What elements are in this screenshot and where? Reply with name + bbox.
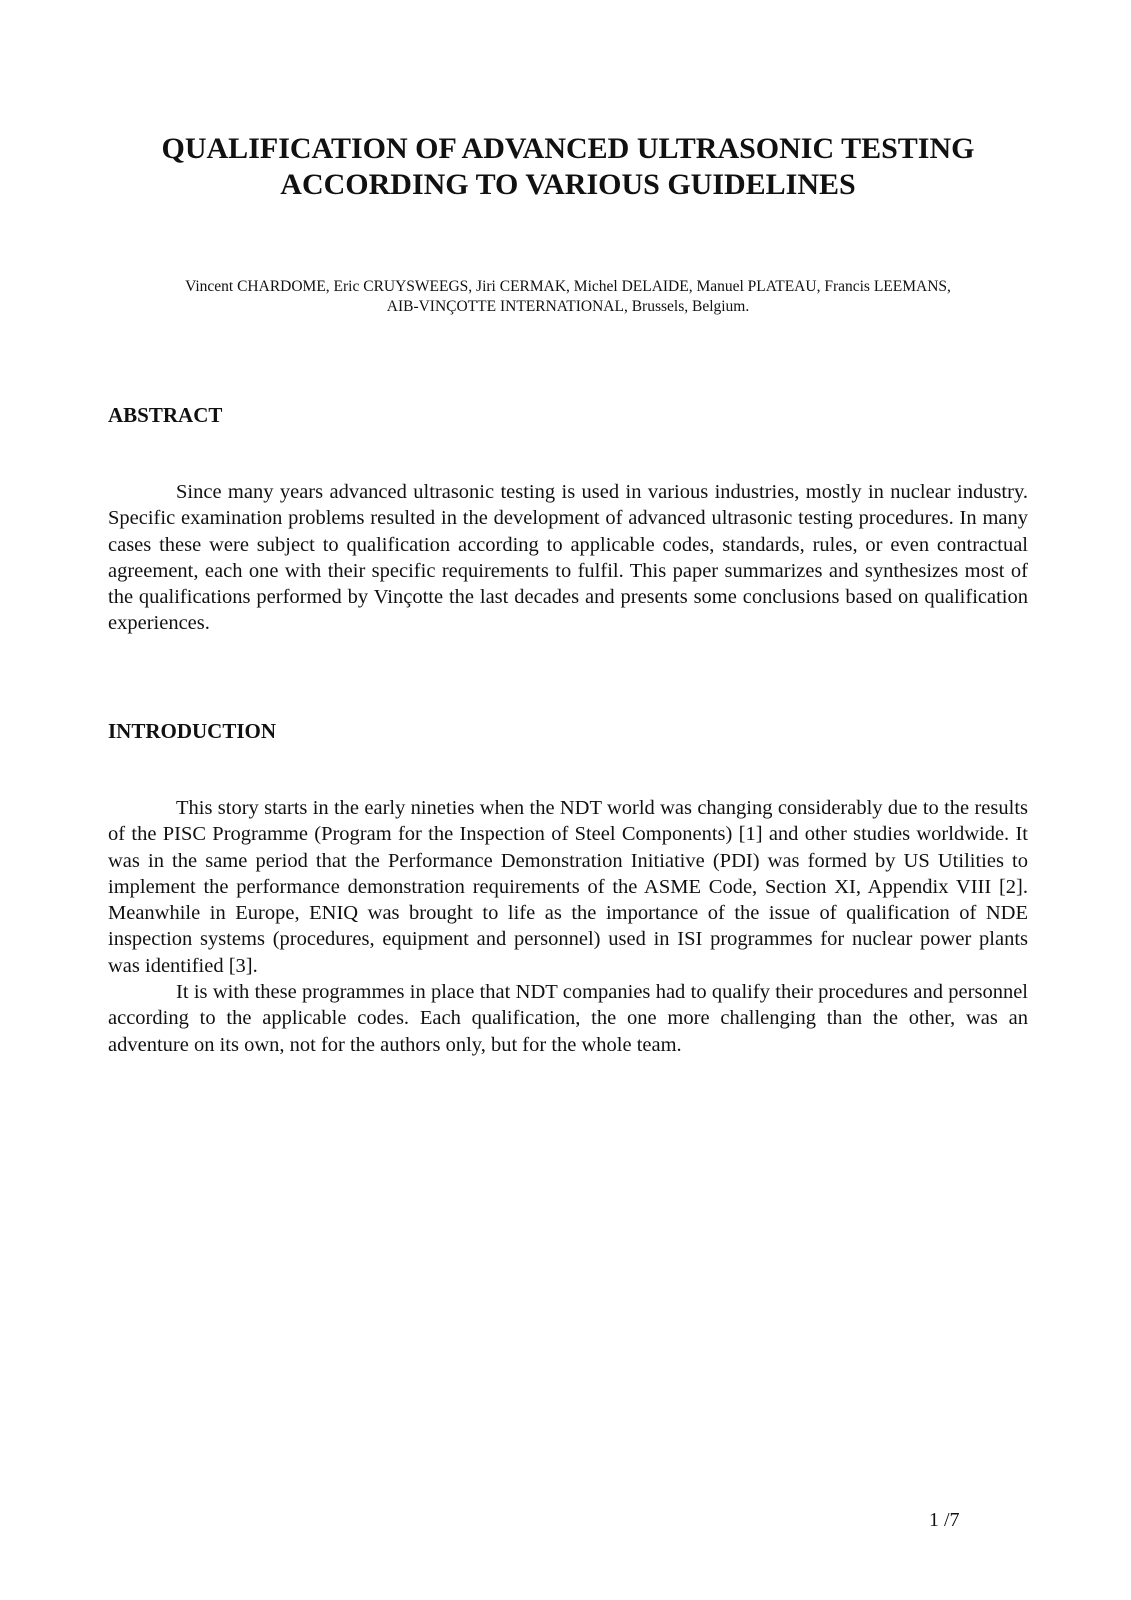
introduction-body bbox=[108, 795, 1028, 1058]
title-line-1: QUALIFICATION OF ADVANCED ULTRASONIC TESTING bbox=[161, 132, 975, 165]
abstract-paragraph: Since many years advanced ultrasonic testing is used in various industries, mostly in nuclear industry. Specific examination problems resulted in the development of advanced ultrasonic testing procedures. In many cases these were subject to qualification according to applicable codes, standards, rules, or even contractual agreement, each one with their specific requirements to fulfil. This paper summarizes and synthesizes most of the qualifications performed by Vinçotte the last decades and presents some conclusions based on qualification experiences. bbox=[108, 481, 1028, 635]
author-block bbox=[108, 277, 1028, 317]
title-line-2: ACCORDING TO VARIOUS GUIDELINES bbox=[280, 168, 856, 201]
introduction-paragraph-2: It is with these programmes in place that NDT companies had to qualify their procedures and personnel according to the applicable codes. Each qualification, the one more challenging than the other, was an adventure on its own, not for the authors only, but for the whole team. bbox=[108, 981, 1028, 1056]
abstract-heading: ABSTRACT bbox=[108, 403, 223, 427]
page-number: 1 /7 bbox=[929, 1509, 960, 1531]
author-names: Vincent CHARDOME, Eric CRUYSWEEGS, Jiri CERMAK, Michel DELAIDE, Manuel PLATEAU, Francis LEEMANS, bbox=[185, 278, 951, 295]
introduction-heading: INTRODUCTION bbox=[108, 719, 277, 743]
abstract-body bbox=[108, 479, 1028, 637]
paper-title bbox=[108, 131, 1028, 203]
introduction-paragraph-1: This story starts in the early nineties when the NDT world was changing considerably due to the results of the PISC Programme (Program for the Inspection of Steel Components) [1] and other studies worldwide. It was in the same period that the Performance Demonstration Initiative (PDI) was formed by US Utilities to implement the performance demonstration requirements of the ASME Code, Section XI, Appendix VIII [2]. Meanwhile in Europe, ENIQ was brought to life as the importance of the issue of qualification of NDE inspection systems (procedures, equipment and personnel) used in ISI programmes for nuclear power plants was identified [3]. bbox=[108, 797, 1028, 977]
author-affiliation: AIB-VINÇOTTE INTERNATIONAL, Brussels, Belgium. bbox=[386, 298, 750, 315]
